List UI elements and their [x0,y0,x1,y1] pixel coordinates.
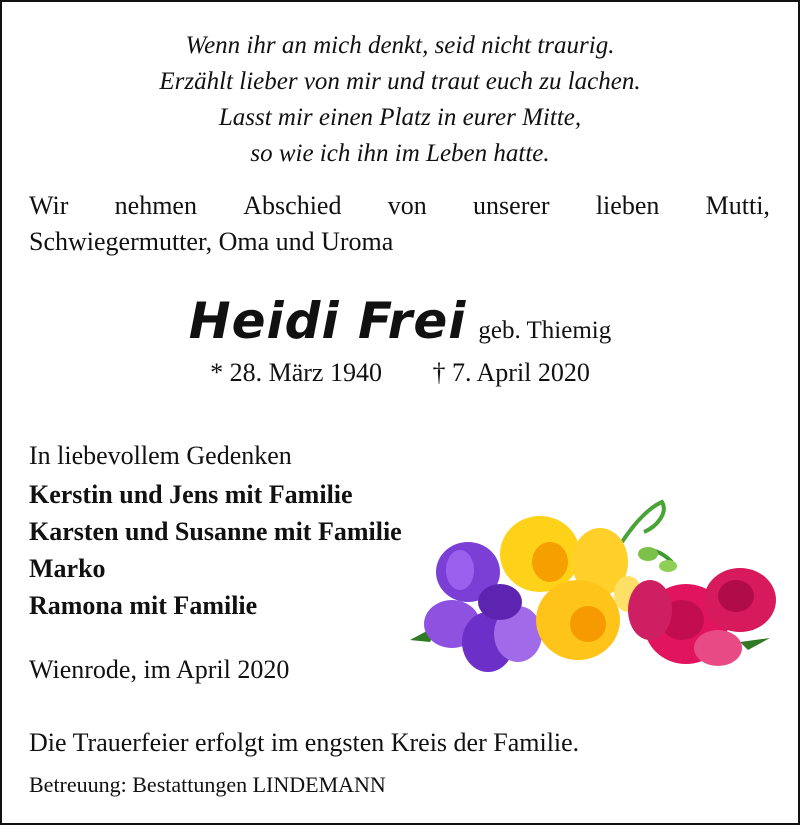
intro-line-2: Schwiegermutter, Oma und Uroma [29,227,394,256]
care-note: Betreuung: Bestattungen LINDEMANN [29,772,386,797]
poem-line: so wie ich ihn im Leben hatte. [250,140,550,167]
funeral-note: Die Trauerfeier erfolgt im engsten Kreis der Familie. [29,728,580,757]
life-dates [2,358,798,388]
deceased-name: Heidi Frei [188,292,467,350]
birth-name: geb. Thiemig [478,317,612,344]
intro-word: Wir [29,191,69,220]
birth-date: * 28. März 1940 [210,358,382,387]
mourner: Marko [29,554,106,583]
poem-line: Lasst mir einen Platz in eurer Mitte, [218,104,582,131]
intro-word: Mutti, [705,191,770,220]
flower-bouquet-image [400,492,780,692]
mourners-list [29,476,402,624]
poem-line: Erzählt lieber von mir und traut euch zu lachen. [159,68,641,95]
intro-word: lieben [595,191,660,220]
intro-word: unserer [473,191,550,220]
intro-word: nehmen [114,191,197,220]
mourner: Ramona mit Familie [29,591,258,620]
place-date: Wienrode, im April 2020 [29,655,290,684]
mourner: Kerstin und Jens mit Familie [29,480,353,509]
intro-word: von [387,191,427,220]
farewell-intro [29,188,770,260]
memory-line: In liebevollem Gedenken [29,441,292,470]
mourner: Karsten und Susanne mit Familie [29,517,402,546]
deceased-name-row [2,292,798,350]
poem [2,28,798,172]
intro-line-1 [29,188,770,224]
death-date: † 7. April 2020 [432,358,590,387]
intro-word: Abschied [243,191,342,220]
poem-line: Wenn ihr an mich denkt, seid nicht traurig. [185,32,615,59]
